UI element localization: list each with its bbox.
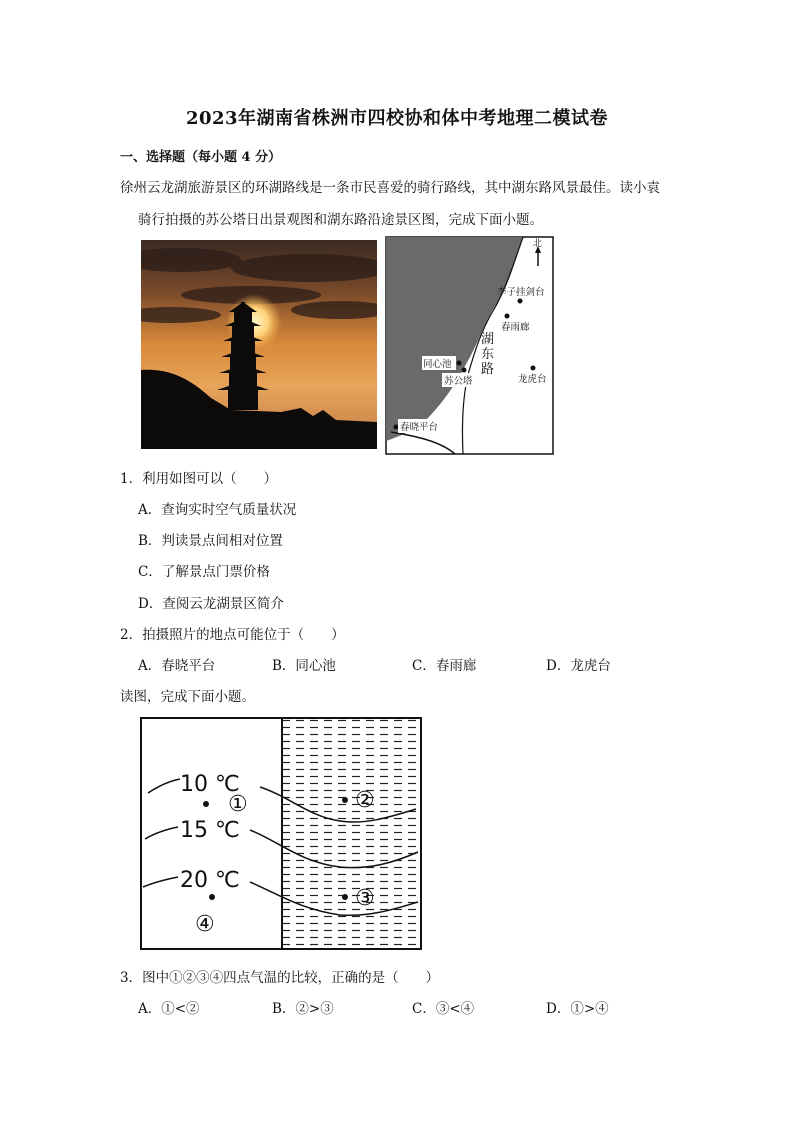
map-label-chunyulang: 春雨廊 (501, 322, 530, 333)
q2-option-d: D．龙虎台 (546, 658, 611, 674)
point-dot (203, 801, 209, 807)
question-3: 3．图中①②③④四点气温的比较，正确的是（ ） (120, 970, 440, 986)
question-1: 1．利用如图可以（ ） (120, 471, 278, 487)
map-dot (518, 299, 523, 304)
road-label-1: 湖 (481, 332, 495, 347)
q3-option-b: B．②>③ (272, 1001, 334, 1017)
map-label-chunxiao: 春晓平台 (400, 422, 439, 433)
road-label-3: 路 (481, 362, 495, 377)
section-heading: 一、选择题（每小题 4 分） (120, 150, 282, 165)
point-label-3: ③ (355, 886, 375, 911)
point-dot (342, 894, 348, 900)
north-label: 北 (533, 239, 543, 249)
map-dot (531, 366, 536, 371)
q1-option-c: C．了解景点门票价格 (138, 564, 270, 580)
isotherm-diagram (140, 717, 422, 950)
question-2: 2．拍摄照片的地点可能位于（ ） (120, 627, 345, 643)
q3-option-a: A．①<② (138, 1001, 200, 1017)
q1-option-b: B．判读景点间相对位置 (138, 533, 283, 549)
point-dot (209, 894, 215, 900)
map-label-sugongta: 苏公塔 (444, 376, 473, 387)
isotherm-label-10: 10 ℃ (180, 772, 240, 797)
q2-option-b: B．同心池 (272, 658, 336, 674)
page-title: 2023年湖南省株洲市四校协和体中考地理二模试卷 (185, 108, 609, 129)
point-label-1: ① (228, 792, 248, 817)
point-label-4: ④ (195, 912, 215, 937)
map-dot (394, 425, 399, 430)
intro-line-1: 徐州云龙湖旅游景区的环湖路线是一条市民喜爱的骑行路线，其中湖东路风景最佳。读小袁 (120, 180, 660, 196)
q2-option-c: C．春雨廊 (412, 658, 477, 674)
lake-east-road-map (385, 236, 554, 455)
intro-line-2: 骑行拍摄的苏公塔日出景观图和湖东路沿途景区图，完成下面小题。 (138, 212, 543, 228)
intro-read-figure: 读图，完成下面小题。 (120, 689, 255, 705)
map-label-longhutai: 龙虎台 (518, 374, 547, 385)
q1-option-a: A．查询实时空气质量状况 (138, 502, 297, 518)
isotherm-label-20: 20 ℃ (180, 868, 240, 893)
q1-option-d: D．查阅云龙湖景区简介 (138, 596, 284, 612)
map-dot (505, 314, 510, 319)
isotherm-label-15: 15 ℃ (180, 818, 240, 843)
q3-option-d: D．①>④ (546, 1001, 609, 1017)
map-dot (457, 361, 462, 366)
q2-option-a: A．春晓平台 (138, 658, 216, 674)
map-dot (462, 368, 467, 373)
pagoda-sunrise-photo (141, 240, 377, 449)
map-label-lizi: 李子挂剑台 (497, 287, 545, 298)
point-label-2: ② (355, 788, 375, 813)
point-dot (342, 797, 348, 803)
q3-option-c: C．③<④ (412, 1001, 475, 1017)
road-label-2: 东 (481, 347, 495, 362)
map-label-tongxinchi: 同心池 (423, 359, 452, 370)
